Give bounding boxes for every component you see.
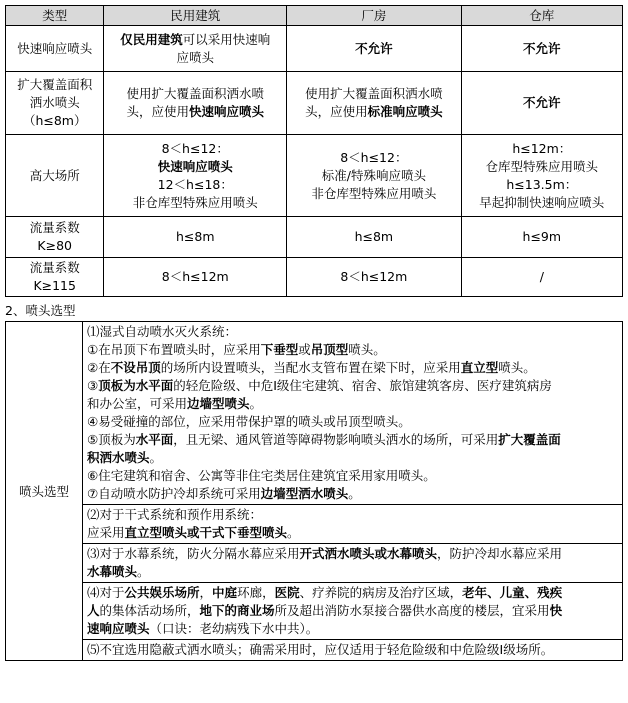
text-segment: 不允许: [355, 40, 393, 56]
warehouse-cell: [461, 217, 622, 258]
text-segment: ①在吊顶下布置喷头时，应采用: [87, 342, 261, 357]
text-segment: 水平面: [135, 432, 174, 447]
text-segment: 。: [249, 396, 263, 411]
civil-cell: [104, 217, 287, 258]
text-segment: ⑵对于干式系统和预作用系统：: [87, 507, 263, 522]
factory-cell: [287, 258, 462, 297]
text-segment: ⑸不宜选用隐蔽式洒水喷头；确需采用时，应仅适用于轻危险级和中危险级Ⅰ级场所。: [87, 642, 554, 657]
type-label: 流量系数: [29, 260, 80, 275]
text-segment: h≤13.5m：: [506, 176, 578, 192]
selection-content: [83, 322, 623, 661]
section-title: 2、喷头选型: [5, 303, 76, 318]
cell-line: [290, 268, 458, 286]
text-segment: 喷头。: [348, 342, 386, 357]
text-segment: 不允许: [523, 95, 561, 110]
table-header-row: [6, 6, 623, 26]
selection-line: [87, 506, 618, 524]
text-segment: 12＜h≤18：: [157, 176, 233, 192]
cell-line: [290, 167, 458, 185]
cell-line: [465, 268, 619, 286]
text-segment: 的场所内设置喷头，当配水支管布置在梁下时，应采用: [160, 360, 461, 375]
text-segment: 速响应喷头: [87, 621, 150, 636]
text-segment: 。: [137, 564, 150, 579]
civil-cell: [104, 26, 287, 72]
text-segment: 使用扩大覆盖面积洒水喷: [305, 86, 443, 101]
cell-line: [107, 103, 283, 121]
text-segment: /: [539, 269, 544, 284]
selection-block: [83, 640, 622, 660]
type-label: 流量系数: [29, 220, 80, 235]
warehouse-cell: [461, 26, 622, 72]
text-segment: 非仓库型特殊应用喷头: [132, 194, 258, 210]
cell-line: [465, 40, 619, 58]
cell-line: [107, 31, 283, 49]
text-segment: 使用扩大覆盖面积洒水喷: [126, 86, 264, 101]
selection-line: [87, 620, 618, 638]
cell-line: [107, 158, 283, 176]
text-segment: ⑦自动喷水防护冷却系统可采用: [87, 486, 261, 501]
text-segment: 、疗养院的病房及治疗区域，: [299, 585, 463, 600]
text-segment: 快速响应喷头: [157, 158, 233, 174]
warehouse-cell: [461, 135, 622, 217]
text-segment: 环廊，: [237, 585, 275, 600]
table-row: [6, 217, 623, 258]
text-segment: ⑶对于水幕系统，防火分隔水幕应采用: [87, 546, 300, 561]
cell-line: [465, 228, 619, 246]
cell-line: [290, 228, 458, 246]
text-segment: 。: [149, 450, 163, 465]
type-label: 扩大覆盖面积: [17, 77, 93, 92]
text-segment: 8＜h≤12：: [161, 140, 229, 156]
table-row: [6, 258, 623, 297]
selection-line: [87, 545, 618, 563]
type-cell: [6, 26, 104, 72]
civil-cell: [104, 258, 287, 297]
text-segment: 应采用: [87, 525, 125, 540]
text-segment: ④易受碰撞的部位，应采用带保护罩的喷头或吊顶型喷头。: [87, 414, 411, 429]
text-segment: 开式洒水喷头或水幕喷头: [299, 546, 438, 561]
selection-block: [83, 544, 622, 583]
text-segment: 。: [348, 486, 361, 501]
text-segment: 水幕喷头: [87, 564, 138, 579]
text-segment: 仓库型特殊应用喷头: [485, 158, 599, 174]
warehouse-cell: [461, 258, 622, 297]
cell-line: [290, 149, 458, 167]
cell-line: [107, 49, 283, 67]
table-header-cell: 仓库: [461, 6, 622, 26]
selection-block: [83, 505, 622, 544]
text-segment: 快: [549, 603, 563, 618]
text-segment: 可以采用快速响: [182, 31, 271, 47]
type-label: 快速响应喷头: [17, 40, 93, 56]
table-header-cell: 厂房: [287, 6, 462, 26]
type-cell: [6, 258, 104, 297]
civil-cell: [104, 72, 287, 135]
selection-block: [83, 322, 622, 505]
selection-line: [87, 341, 618, 359]
text-segment: 8＜h≤12：: [340, 149, 408, 165]
table-row: [6, 135, 623, 217]
factory-cell: [287, 26, 462, 72]
selection-line: [87, 377, 618, 395]
text-segment: 人: [87, 603, 100, 618]
text-segment: 。: [287, 525, 300, 540]
text-segment: h≤12m：: [512, 140, 572, 156]
text-segment: 边墙型洒水喷头: [260, 486, 349, 501]
selection-line: [87, 485, 618, 503]
selection-line: [87, 359, 618, 377]
text-segment: 应喷头: [176, 49, 214, 65]
civil-cell: [104, 135, 287, 217]
type-label: K≥80: [37, 238, 72, 253]
cell-line: [465, 158, 619, 176]
cell-line: [107, 268, 283, 286]
cell-line: [107, 194, 283, 212]
text-segment: 边墙型喷头: [187, 396, 250, 411]
text-segment: 直立型: [460, 360, 499, 375]
cell-line: [290, 185, 458, 203]
text-segment: 和办公室，可采用: [87, 396, 188, 411]
text-segment: 老年、儿童、残疾: [462, 585, 563, 600]
selection-block: [83, 583, 622, 640]
selection-line: [87, 641, 618, 659]
text-segment: 顶板为水平面: [98, 378, 174, 393]
selection-line: [87, 563, 618, 581]
text-segment: ③: [87, 378, 99, 393]
text-segment: 8＜h≤12m: [340, 269, 408, 284]
text-segment: ⑷对于: [87, 585, 125, 600]
text-segment: 积洒水喷头: [87, 450, 150, 465]
sprinkler-type-table: [5, 5, 623, 297]
text-segment: 公共娱乐场所: [124, 585, 200, 600]
type-label: （h≤8m）: [22, 113, 87, 128]
text-segment: 下垂型: [260, 342, 299, 357]
type-cell: [6, 217, 104, 258]
selection-line: [87, 467, 618, 485]
text-segment: ⑥住宅建筑和宿舍、公寓等非住宅类居住建筑宜采用家用喷头。: [87, 468, 436, 483]
cell-line: [465, 94, 619, 112]
text-segment: 的集体活动场所，: [99, 603, 200, 618]
selection-left-label: 喷头选型: [6, 322, 83, 661]
text-segment: （口诀：老幼病残下水中共）。: [149, 621, 319, 636]
selection-line: [87, 584, 618, 602]
sprinkler-selection-table: [5, 321, 623, 661]
text-segment: 不允许: [523, 40, 561, 56]
text-segment: ，且无梁、通风管道等障碍物影响喷头洒水的场所，可采用: [173, 432, 499, 447]
text-segment: 早起抑制快速响应喷头: [479, 194, 605, 210]
type-cell: [6, 72, 104, 135]
selection-line: [87, 323, 618, 341]
selection-line: [87, 413, 618, 431]
cell-line: [465, 140, 619, 158]
type-label: K≥115: [33, 278, 76, 293]
text-segment: 标准响应喷头: [367, 104, 443, 119]
text-segment: 的轻危险级、中危Ⅰ级住宅建筑、宿舍、旅馆建筑客房、医疗建筑病房: [173, 378, 552, 393]
table-row: [6, 26, 623, 72]
text-segment: 仅民用建筑: [120, 31, 183, 47]
text-segment: 8＜h≤12m: [161, 269, 229, 284]
cell-line: [107, 85, 283, 103]
cell-line: [465, 194, 619, 212]
factory-cell: [287, 217, 462, 258]
text-segment: 快速响应喷头: [189, 104, 265, 119]
text-segment: 扩大覆盖面: [498, 432, 561, 447]
text-segment: ②在: [87, 360, 111, 375]
selection-line: [87, 395, 618, 413]
text-segment: ，: [199, 585, 213, 600]
type-label: 高大场所: [29, 167, 80, 183]
type-label: 洒水喷头: [29, 95, 80, 110]
table-header-cell: 类型: [6, 6, 104, 26]
cell-line: [107, 228, 283, 246]
text-segment: 医院: [274, 585, 300, 600]
selection-line: [87, 431, 618, 449]
text-segment: 吊顶型: [310, 342, 349, 357]
cell-line: [290, 40, 458, 58]
text-segment: h≤8m: [354, 229, 394, 244]
text-segment: h≤9m: [522, 229, 562, 244]
table-row: [6, 72, 623, 135]
text-segment: 地下的商业场: [199, 603, 275, 618]
selection-line: [87, 449, 618, 467]
warehouse-cell: [461, 72, 622, 135]
cell-line: [107, 140, 283, 158]
text-segment: 头，应使用: [305, 104, 368, 119]
text-segment: 不设吊顶: [110, 360, 161, 375]
table-header-cell: 民用建筑: [104, 6, 287, 26]
cell-line: [465, 176, 619, 194]
type-cell: [6, 135, 104, 217]
text-segment: ⑴湿式自动喷水灭火系统：: [87, 324, 238, 339]
cell-line: [290, 85, 458, 103]
text-segment: ，防护冷却水幕应采用: [437, 546, 563, 561]
selection-line: [87, 524, 618, 542]
text-segment: 标准/特殊响应喷头: [321, 167, 426, 183]
cell-line: [290, 103, 458, 121]
factory-cell: [287, 135, 462, 217]
factory-cell: [287, 72, 462, 135]
text-segment: ⑤顶板为: [87, 432, 136, 447]
text-segment: 喷头。: [498, 360, 536, 375]
text-segment: 非仓库型特殊应用喷头: [311, 185, 437, 201]
text-segment: 直立型喷头或干式下垂型喷头: [124, 525, 288, 540]
text-segment: 头，应使用: [126, 104, 189, 119]
text-segment: h≤8m: [175, 229, 215, 244]
cell-line: [107, 176, 283, 194]
text-segment: 中庭: [212, 585, 238, 600]
selection-line: [87, 602, 618, 620]
text-segment: 或: [298, 342, 311, 357]
text-segment: 所及超出消防水泵接合器供水高度的楼层，宜采用: [274, 603, 550, 618]
